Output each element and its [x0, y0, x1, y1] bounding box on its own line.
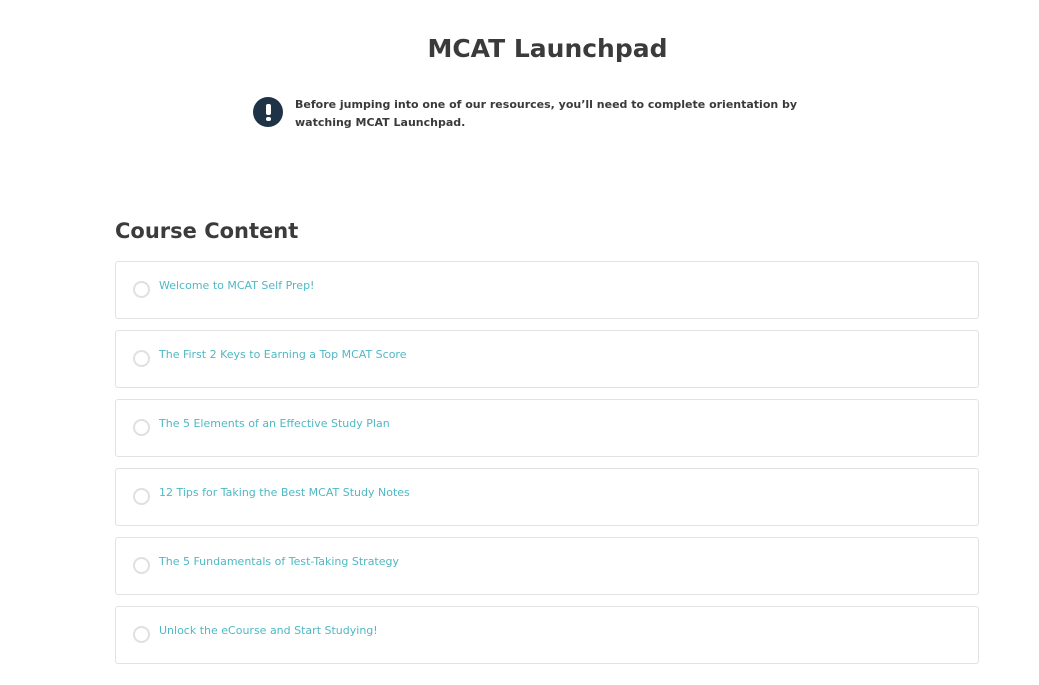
lesson-link[interactable]: The 5 Fundamentals of Test-Taking Strategy: [159, 555, 400, 568]
orientation-notice: [253, 97, 853, 132]
incomplete-circle-icon: [133, 557, 150, 574]
notice-text: Before jumping into one of our resources, you’ll need to complete orientation by watching MCAT Launchpad.: [295, 98, 798, 129]
lesson-item[interactable]: [115, 261, 979, 319]
course-content-list: [115, 261, 979, 675]
incomplete-circle-icon: [133, 488, 150, 505]
lesson-link[interactable]: 12 Tips for Taking the Best MCAT Study Notes: [159, 486, 410, 499]
lesson-item[interactable]: [115, 537, 979, 595]
incomplete-circle-icon: [133, 626, 150, 643]
exclamation-icon: [253, 97, 283, 127]
incomplete-circle-icon: [133, 281, 150, 298]
lesson-link[interactable]: The First 2 Keys to Earning a Top MCAT Score: [159, 348, 407, 361]
lesson-item[interactable]: [115, 399, 979, 457]
page-title: MCAT Launchpad: [427, 34, 668, 63]
lesson-link[interactable]: The 5 Elements of an Effective Study Plan: [159, 417, 390, 430]
incomplete-circle-icon: [133, 350, 150, 367]
lesson-link[interactable]: Welcome to MCAT Self Prep!: [159, 279, 315, 292]
lesson-link[interactable]: Unlock the eCourse and Start Studying!: [159, 624, 378, 637]
incomplete-circle-icon: [133, 419, 150, 436]
lesson-item[interactable]: [115, 606, 979, 664]
course-content-title: Course Content: [115, 219, 299, 243]
lesson-item[interactable]: [115, 468, 979, 526]
lesson-item[interactable]: [115, 330, 979, 388]
